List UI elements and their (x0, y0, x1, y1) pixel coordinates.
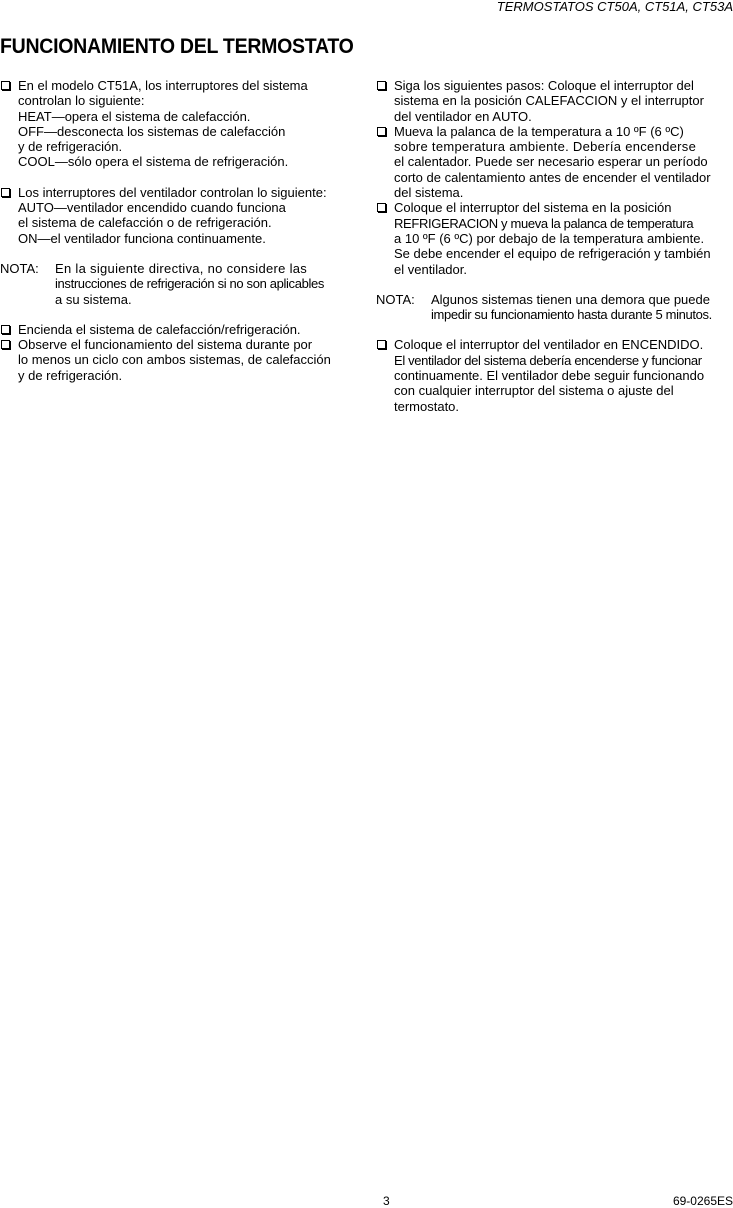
text-line: lo menos un ciclo con ambos sistemas, de calefacción (18, 352, 331, 368)
text-line: del ventilador en AUTO. (394, 108, 532, 124)
text-line: Siga los siguientes pasos: Coloque el interruptor del (394, 78, 694, 93)
checkbox-icon (1, 340, 10, 349)
text-line: el ventilador. (394, 261, 467, 277)
checklist-item (0, 337, 356, 383)
right-column (376, 78, 733, 414)
text-line: Se debe encender el equipo de refrigeración y también (394, 246, 711, 262)
text-line: AUTO—ventilador encendido cuando funciona (18, 200, 286, 216)
checklist-item (0, 322, 356, 337)
text-line: Mueva la palanca de la temperatura a 10 ºF (6 ºC) (394, 123, 684, 139)
checkbox-icon (377, 127, 386, 136)
text-line: Los interruptores del ventilador controlan lo siguiente: (18, 184, 327, 200)
text-line: El ventilador del sistema debería encenderse y funcionar (394, 352, 702, 368)
text-line: Observe el funcionamiento del sistema durante por (18, 337, 313, 353)
text-line: En el modelo CT51A, los interruptores del sistema (18, 78, 308, 93)
text-line: sobre temperatura ambiente. Debería encenderse (394, 139, 697, 155)
text-line: Coloque el interruptor del sistema en la posición (394, 200, 672, 216)
note-text-line: a su sistema. (55, 291, 132, 307)
checklist-item (376, 78, 733, 124)
checklist-item (0, 78, 356, 170)
text-line: a 10 ºF (6 ºC) por debajo de la temperatura ambiente. (394, 230, 705, 246)
note-label: NOTA: (376, 291, 415, 307)
left-column (0, 78, 356, 383)
note-block (376, 292, 733, 323)
checkbox-icon (377, 81, 386, 90)
note-text-line: impedir su funcionamiento hasta durante 5 minutos. (431, 307, 712, 323)
text-line: termostato. (394, 398, 460, 414)
text-line: controlan lo siguiente: (18, 93, 145, 109)
text-line: el calentador. Puede ser necesario esperar un período (394, 154, 708, 170)
document-number: 69-0265ES (672, 1194, 733, 1208)
text-line: COOL—sólo opera el sistema de refrigeración. (18, 154, 289, 170)
checklist-item (376, 337, 733, 413)
checklist-item (376, 200, 733, 276)
text-line: HEAT—opera el sistema de calefacción. (18, 108, 251, 124)
text-line: del sistema. (394, 185, 464, 201)
checkbox-icon (1, 81, 10, 90)
running-header: TERMOSTATOS CT50A, CT51A, CT53A (496, 0, 733, 14)
text-line: OFF—desconecta los sistemas de calefacción (18, 123, 286, 139)
text-line: el sistema de calefacción o de refrigeración. (18, 215, 272, 231)
checklist-item (376, 124, 733, 200)
text-line: REFRIGERACION y mueva la palanca de temperatura (394, 215, 694, 231)
text-line: corto de calentamiento antes de encender el ventilador (394, 169, 711, 185)
note-text-line: En la siguiente directiva, no considere las (55, 260, 308, 276)
note-label: NOTA: (0, 260, 39, 276)
checkbox-icon (377, 340, 386, 349)
text-line: ON—el ventilador funciona continuamente. (18, 230, 266, 246)
text-line: con cualquier interruptor del sistema o ajuste del (394, 383, 674, 399)
page-number: 3 (383, 1194, 390, 1208)
note-text-line: Algunos sistemas tienen una demora que puede (431, 291, 710, 307)
note-block (0, 261, 356, 307)
checkbox-icon (377, 203, 386, 212)
text-line: continuamente. El ventilador debe seguir funcionando (394, 368, 705, 384)
text-line: y de refrigeración. (18, 139, 123, 155)
note-text-line: instrucciones de refrigeración si no son aplicables (55, 276, 325, 292)
text-line: Coloque el interruptor del ventilador en ENCENDIDO. (394, 337, 704, 353)
text-line: Encienda el sistema de calefacción/refrigeración. (18, 321, 301, 337)
page-title: FUNCIONAMIENTO DEL TERMOSTATO (0, 35, 354, 58)
checkbox-icon (1, 188, 10, 197)
text-line: sistema en la posición CALEFACCION y el interruptor (394, 93, 704, 109)
checklist-item (0, 185, 356, 246)
text-line: y de refrigeración. (18, 367, 123, 383)
checkbox-icon (1, 325, 10, 334)
